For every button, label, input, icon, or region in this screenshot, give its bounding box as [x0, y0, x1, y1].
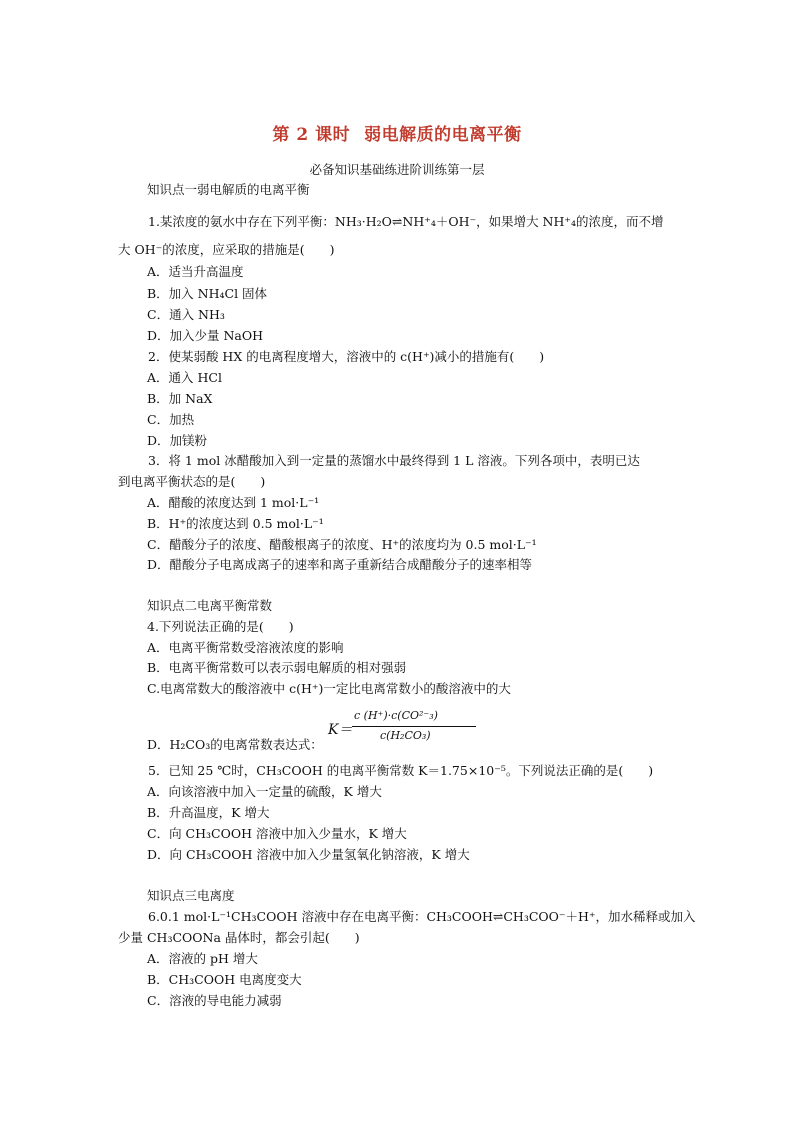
question-1-option-d: D．加入少量 NaOH	[147, 328, 264, 343]
question-6-line-1: 6.0.1 mol·L⁻¹CH₃COOH 溶液中存在电离平衡：CH₃COOH⇌CH₃COO⁻＋H⁺，加水稀释或加入	[148, 909, 696, 924]
question-5-option-d: D．向 CH₃COOH 溶液中加入少量氢氧化钠溶液，K 增大	[147, 847, 470, 862]
question-3-option-a: A．醋酸的浓度达到 1 mol·L⁻¹	[147, 495, 320, 510]
question-5-option-a: A．向该溶液中加入一定量的硫酸，K 增大	[147, 784, 382, 799]
question-2-line-1: 2．使某弱酸 HX 的电离程度增大，溶液中的 c(H⁺)减小的措施有( )	[148, 349, 545, 364]
question-2-option-b: B．加 NaX	[147, 391, 213, 406]
question-4-line-1: 4.下列说法正确的是( )	[147, 619, 294, 634]
question-6-option-b: B．CH₃COOH 电离度变大	[147, 972, 302, 987]
question-4-option-a: A．电离平衡常数受溶液浓度的影响	[147, 640, 344, 655]
question-3-option-c: C．醋酸分子的浓度、醋酸根离子的浓度、H⁺的浓度均为 0.5 mol·L⁻¹	[147, 537, 537, 552]
question-6-line-2: 少量 CH₃COONa 晶体时，都会引起( )	[118, 930, 360, 945]
question-1-option-a: A．适当升高温度	[147, 264, 244, 279]
section-heading-3: 知识点三电离度	[147, 888, 235, 903]
section-heading-1: 知识点一弱电解质的电离平衡	[147, 182, 310, 197]
question-3-option-d: D．醋酸分子电离成离子的速率和离子重新结合成醋酸分子的速率相等	[147, 557, 533, 572]
page-title	[0, 120, 794, 145]
question-4-option-b: B．电离平衡常数可以表示弱电解质的相对强弱	[147, 660, 407, 675]
question-3-option-b: B．H⁺的浓度达到 0.5 mol·L⁻¹	[147, 516, 324, 531]
question-5-line-1: 5．已知 25 ℃时，CH₃COOH 的电离平衡常数 K＝1.75×10⁻⁵。下列说法正确的是( )	[148, 763, 654, 778]
question-1-option-c: C．通入 NH₃	[147, 307, 225, 322]
question-4-option-c: C.电离常数大的酸溶液中 c(H⁺)一定比电离常数小的酸溶液中的大	[147, 681, 511, 696]
page-subtitle: 必备知识基础练进阶训练第一层	[309, 162, 485, 177]
question-1-line-1: 1.某浓度的氨水中存在下列平衡：NH₃·H₂O⇌NH⁺₄＋OH⁻，如果增大 NH⁺₄的浓度，而不增	[148, 214, 664, 229]
formula-denominator: c(H₂CO₃)	[380, 729, 431, 742]
equilibrium-constant-formula	[328, 709, 478, 747]
question-2-option-a: A．通入 HCl	[147, 370, 222, 385]
question-6-option-a: A．溶液的 pH 增大	[147, 951, 258, 966]
question-4-option-d: D．H₂CO₃的电离常数表达式：	[147, 737, 323, 752]
question-3-line-1: 3．将 1 mol 冰醋酸加入到一定量的蒸馏水中最终得到 1 L 溶液。下列各项中，表明已达	[148, 453, 640, 468]
question-2-option-d: D．加镁粉	[147, 433, 208, 448]
question-2-option-c: C．加热	[147, 412, 195, 427]
formula-k-symbol: K＝	[328, 722, 353, 738]
title-lesson-number: 第 2 课时	[272, 125, 351, 145]
title-topic: 弱电解质的电离平衡	[364, 125, 522, 145]
formula-numerator: c (H⁺)·c(CO²⁻₃)	[354, 709, 438, 722]
section-heading-2: 知识点二电离平衡常数	[147, 598, 273, 613]
question-3-line-2: 到电离平衡状态的是( )	[118, 474, 266, 489]
question-5-option-b: B．升高温度，K 增大	[147, 805, 270, 820]
fraction-bar	[352, 726, 476, 727]
question-6-option-c: C．溶液的导电能力减弱	[147, 993, 282, 1008]
question-1-option-b: B．加入 NH₄Cl 固体	[147, 286, 268, 301]
question-1-line-2: 大 OH⁻的浓度，应采取的措施是( )	[118, 242, 335, 257]
question-5-option-c: C．向 CH₃COOH 溶液中加入少量水，K 增大	[147, 826, 407, 841]
